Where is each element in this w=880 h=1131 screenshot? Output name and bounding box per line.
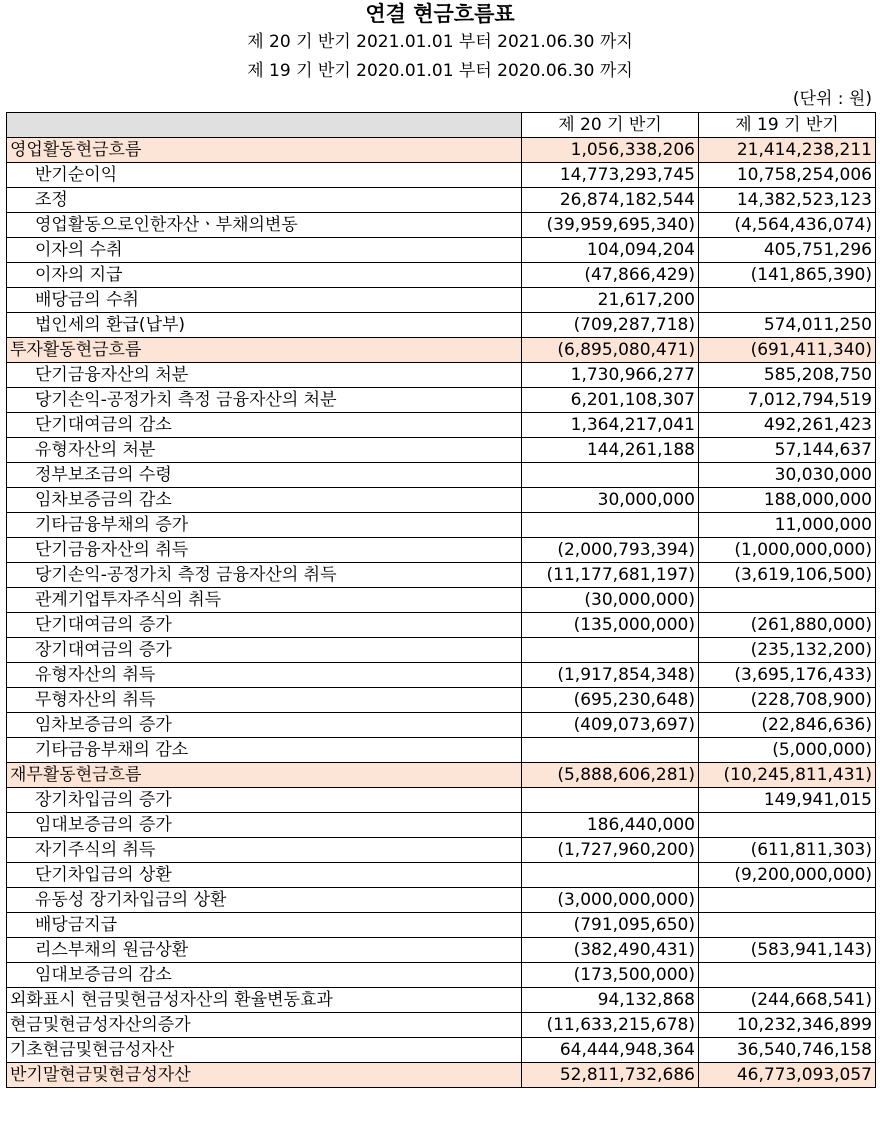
row-label: 장기대여금의 증가 (7, 638, 522, 663)
row-current-amount: 1,056,338,206 (522, 138, 699, 163)
row-label: 당기손익-공정가치 측정 금융자산의 처분 (7, 388, 522, 413)
header-label-cell (7, 113, 522, 138)
row-prior-amount: 10,758,254,006 (699, 163, 876, 188)
table-row (7, 813, 876, 838)
row-current-amount: 64,444,948,364 (522, 1038, 699, 1063)
row-current-amount: (135,000,000) (522, 613, 699, 638)
row-prior-amount (699, 288, 876, 313)
row-prior-amount: 405,751,296 (699, 238, 876, 263)
row-current-amount: (1,917,854,348) (522, 663, 699, 688)
row-current-amount: (11,177,681,197) (522, 563, 699, 588)
table-row (7, 363, 876, 388)
table-row (7, 588, 876, 613)
table-row (7, 913, 876, 938)
table-row (7, 513, 876, 538)
table-row (7, 713, 876, 738)
row-prior-amount (699, 813, 876, 838)
row-prior-amount: (261,880,000) (699, 613, 876, 638)
row-label: 당기손익-공정가치 측정 금융자산의 취득 (7, 563, 522, 588)
row-current-amount: 104,094,204 (522, 238, 699, 263)
row-current-amount: (1,727,960,200) (522, 838, 699, 863)
row-label: 단기차입금의 상환 (7, 863, 522, 888)
row-prior-amount: (611,811,303) (699, 838, 876, 863)
table-row (7, 213, 876, 238)
row-label: 현금및현금성자산의증가 (7, 1013, 522, 1038)
row-prior-amount: (141,865,390) (699, 263, 876, 288)
table-row (7, 638, 876, 663)
row-label: 관계기업투자주식의 취득 (7, 588, 522, 613)
table-row (7, 938, 876, 963)
row-prior-amount (699, 588, 876, 613)
row-prior-amount: 11,000,000 (699, 513, 876, 538)
row-current-amount: (695,230,648) (522, 688, 699, 713)
table-row (7, 613, 876, 638)
row-label: 유형자산의 취득 (7, 663, 522, 688)
row-label: 배당금의 수취 (7, 288, 522, 313)
row-label: 재무활동현금흐름 (7, 763, 522, 788)
table-row (7, 738, 876, 763)
row-current-amount: (11,633,215,678) (522, 1013, 699, 1038)
row-prior-amount: 21,414,238,211 (699, 138, 876, 163)
row-current-amount: 94,132,868 (522, 988, 699, 1013)
table-row (7, 888, 876, 913)
row-label: 정부보조금의 수령 (7, 463, 522, 488)
table-row (7, 488, 876, 513)
row-prior-amount: 492,261,423 (699, 413, 876, 438)
row-current-amount: 26,874,182,544 (522, 188, 699, 213)
row-current-amount: (6,895,080,471) (522, 338, 699, 363)
row-current-amount (522, 463, 699, 488)
row-prior-amount: 57,144,637 (699, 438, 876, 463)
row-prior-amount: (691,411,340) (699, 338, 876, 363)
row-label: 리스부채의 원금상환 (7, 938, 522, 963)
report-header (0, 0, 880, 86)
row-current-amount: (382,490,431) (522, 938, 699, 963)
row-label: 이자의 지급 (7, 263, 522, 288)
row-prior-amount (699, 963, 876, 988)
row-current-amount: 1,730,966,277 (522, 363, 699, 388)
row-current-amount (522, 738, 699, 763)
row-current-amount: (709,287,718) (522, 313, 699, 338)
row-prior-amount: 7,012,794,519 (699, 388, 876, 413)
row-prior-amount: 10,232,346,899 (699, 1013, 876, 1038)
table-row (7, 963, 876, 988)
row-label: 단기대여금의 증가 (7, 613, 522, 638)
row-label: 반기말현금및현금성자산 (7, 1063, 522, 1088)
table-row (7, 338, 876, 363)
table-row (7, 138, 876, 163)
row-current-amount: 14,773,293,745 (522, 163, 699, 188)
row-label: 자기주식의 취득 (7, 838, 522, 863)
row-current-amount: 52,811,732,686 (522, 1063, 699, 1088)
row-current-amount: (5,888,606,281) (522, 763, 699, 788)
row-label: 기타금융부채의 증가 (7, 513, 522, 538)
table-row (7, 838, 876, 863)
table-row (7, 538, 876, 563)
row-label: 영업활동현금흐름 (7, 138, 522, 163)
table-row (7, 688, 876, 713)
table-row (7, 163, 876, 188)
row-prior-amount (699, 888, 876, 913)
row-label: 법인세의 환급(납부) (7, 313, 522, 338)
table-row (7, 1038, 876, 1063)
row-prior-amount: 14,382,523,123 (699, 188, 876, 213)
row-prior-amount: (1,000,000,000) (699, 538, 876, 563)
row-prior-amount (699, 913, 876, 938)
row-prior-amount: (583,941,143) (699, 938, 876, 963)
row-current-amount: 30,000,000 (522, 488, 699, 513)
row-prior-amount: 30,030,000 (699, 463, 876, 488)
row-current-amount (522, 513, 699, 538)
row-prior-amount: (4,564,436,074) (699, 213, 876, 238)
row-current-amount: (30,000,000) (522, 588, 699, 613)
table-row (7, 288, 876, 313)
header-current-period: 제 20 기 반기 (522, 113, 699, 138)
table-body (7, 138, 876, 1088)
row-prior-amount: 46,773,093,057 (699, 1063, 876, 1088)
row-current-amount: (2,000,793,394) (522, 538, 699, 563)
row-prior-amount: (244,668,541) (699, 988, 876, 1013)
row-current-amount (522, 638, 699, 663)
row-current-amount: (39,959,695,340) (522, 213, 699, 238)
table-row (7, 388, 876, 413)
row-current-amount: (3,000,000,000) (522, 888, 699, 913)
row-label: 단기금융자산의 취득 (7, 538, 522, 563)
row-label: 유동성 장기차입금의 상환 (7, 888, 522, 913)
table-row (7, 563, 876, 588)
row-label: 임차보증금의 감소 (7, 488, 522, 513)
row-label: 반기순이익 (7, 163, 522, 188)
row-prior-amount: 574,011,250 (699, 313, 876, 338)
table-header-row (7, 113, 876, 138)
cash-flow-table (6, 112, 876, 1088)
row-prior-amount: 188,000,000 (699, 488, 876, 513)
row-label: 유형자산의 처분 (7, 438, 522, 463)
row-label: 외화표시 현금및현금성자산의 환율변동효과 (7, 988, 522, 1013)
table-row (7, 763, 876, 788)
row-label: 무형자산의 취득 (7, 688, 522, 713)
header-prior-period: 제 19 기 반기 (699, 113, 876, 138)
row-prior-amount: 36,540,746,158 (699, 1038, 876, 1063)
table-row (7, 188, 876, 213)
row-current-amount (522, 788, 699, 813)
row-current-amount: 21,617,200 (522, 288, 699, 313)
table-row (7, 1063, 876, 1088)
table-row (7, 463, 876, 488)
row-current-amount: 1,364,217,041 (522, 413, 699, 438)
table-row (7, 1013, 876, 1038)
row-current-amount: 144,261,188 (522, 438, 699, 463)
table-row (7, 988, 876, 1013)
row-current-amount (522, 863, 699, 888)
row-prior-amount: (3,695,176,433) (699, 663, 876, 688)
row-label: 단기금융자산의 처분 (7, 363, 522, 388)
report-title: 연결 현금흐름표 (365, 2, 515, 26)
table-row (7, 663, 876, 688)
row-label: 임대보증금의 증가 (7, 813, 522, 838)
row-current-amount: (47,866,429) (522, 263, 699, 288)
row-current-amount: (173,500,000) (522, 963, 699, 988)
row-label: 임차보증금의 증가 (7, 713, 522, 738)
row-prior-amount: (228,708,900) (699, 688, 876, 713)
unit-label: (단위 : 원) (792, 89, 872, 109)
row-prior-amount: (235,132,200) (699, 638, 876, 663)
row-label: 영업활동으로인한자산ㆍ부채의변동 (7, 213, 522, 238)
row-current-amount: (791,095,650) (522, 913, 699, 938)
row-label: 기타금융부채의 감소 (7, 738, 522, 763)
row-prior-amount: (22,846,636) (699, 713, 876, 738)
row-current-amount: 186,440,000 (522, 813, 699, 838)
row-prior-amount: 585,208,750 (699, 363, 876, 388)
period-current: 제 20 기 반기 2021.01.01 부터 2021.06.30 까지 (247, 32, 633, 52)
row-label: 장기차입금의 증가 (7, 788, 522, 813)
row-current-amount: (409,073,697) (522, 713, 699, 738)
table-row (7, 863, 876, 888)
table-row (7, 438, 876, 463)
row-label: 기초현금및현금성자산 (7, 1038, 522, 1063)
row-label: 임대보증금의 감소 (7, 963, 522, 988)
row-prior-amount: (9,200,000,000) (699, 863, 876, 888)
row-prior-amount: (10,245,811,431) (699, 763, 876, 788)
row-label: 투자활동현금흐름 (7, 338, 522, 363)
row-label: 이자의 수취 (7, 238, 522, 263)
period-prior: 제 19 기 반기 2020.01.01 부터 2020.06.30 까지 (247, 61, 633, 81)
row-current-amount: 6,201,108,307 (522, 388, 699, 413)
table-row (7, 238, 876, 263)
row-prior-amount: 149,941,015 (699, 788, 876, 813)
table-row (7, 263, 876, 288)
table-row (7, 413, 876, 438)
table-row (7, 788, 876, 813)
row-label: 단기대여금의 감소 (7, 413, 522, 438)
row-prior-amount: (3,619,106,500) (699, 563, 876, 588)
row-label: 조정 (7, 188, 522, 213)
row-prior-amount: (5,000,000) (699, 738, 876, 763)
table-row (7, 313, 876, 338)
row-label: 배당금지급 (7, 913, 522, 938)
